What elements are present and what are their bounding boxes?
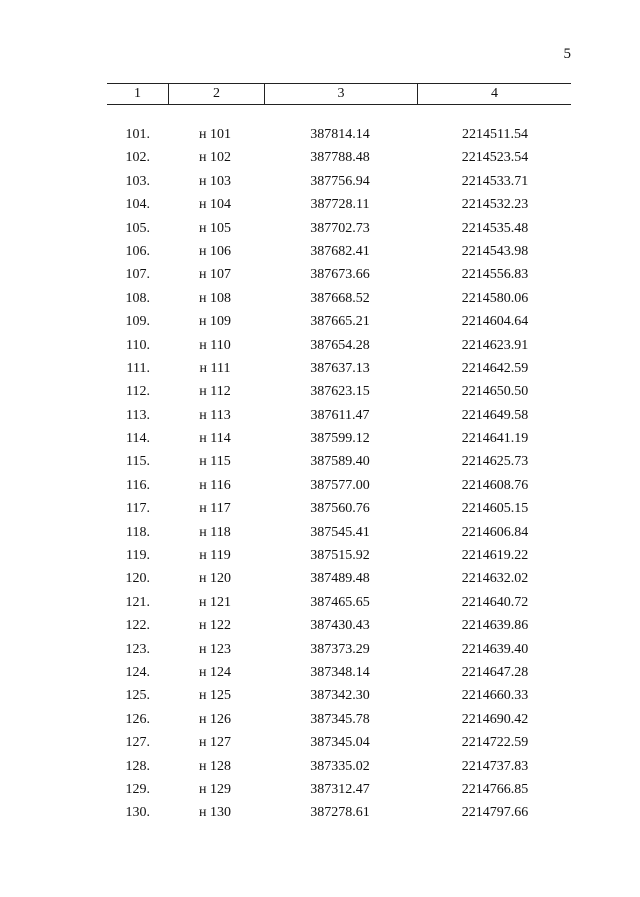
coordinate-y: 2214608.76 [461,477,529,493]
coordinate-y: 2214639.40 [461,641,529,657]
coordinate-x: 387577.00 [310,477,370,493]
table-row [0,334,640,357]
table-row [0,544,640,567]
coordinate-y: 2214605.15 [461,501,529,517]
row-number: 114. [126,431,150,447]
table-row [0,638,640,661]
row-number: 104. [125,197,150,213]
coordinate-y: 2214632.02 [461,571,529,587]
point-name: н 129 [199,781,231,797]
coordinate-x: 387599.12 [310,431,370,447]
coordinate-x: 387589.40 [310,454,370,470]
coordinate-x: 387788.48 [310,150,370,166]
coordinate-y: 2214766.85 [461,781,529,797]
coordinate-x: 387342.30 [310,688,370,704]
point-name: н 120 [199,571,231,587]
header-col-4: 4 [417,84,571,104]
table-row [0,474,640,497]
table-row [0,170,640,193]
table-row [0,755,640,778]
coordinate-y: 2214647.28 [461,664,529,680]
row-number: 102. [125,150,150,166]
table-row [0,708,640,731]
coordinate-y: 2214523.54 [461,150,529,166]
point-name: н 113 [199,407,231,423]
coordinate-x: 387312.47 [310,781,370,797]
table-row [0,684,640,707]
point-name: н 116 [199,477,231,493]
header-col-2: 2 [168,84,264,104]
row-number: 112. [126,384,150,400]
table-header [107,83,571,105]
point-name: н 111 [199,360,231,376]
point-name: н 108 [199,290,231,306]
point-name: н 126 [199,711,231,727]
table-row [0,287,640,310]
table-row [0,661,640,684]
row-number: 119. [126,548,150,564]
table-row [0,591,640,614]
point-name: н 114 [199,431,231,447]
coordinate-y: 2214535.48 [461,220,529,236]
coordinate-x: 387728.11 [310,197,370,213]
coordinate-x: 387682.41 [310,243,370,259]
point-name: н 121 [199,594,231,610]
coordinate-x: 387560.76 [310,501,370,517]
coordinate-x: 387673.66 [310,267,370,283]
row-number: 130. [125,805,150,821]
table-row [0,404,640,427]
point-name: н 128 [199,758,231,774]
coordinate-y: 2214532.23 [461,197,529,213]
coordinate-x: 387654.28 [310,337,370,353]
point-name: н 127 [199,735,231,751]
point-name: н 124 [199,664,231,680]
row-number: 113. [126,407,150,423]
coordinate-y: 2214533.71 [461,173,529,189]
table-row [0,521,640,544]
row-number: 101. [125,127,150,142]
coordinate-y: 2214543.98 [461,243,529,259]
coordinate-x: 387515.92 [310,548,370,564]
table-row [0,217,640,240]
page-number: 5 [563,46,571,62]
coordinate-x: 387623.15 [310,384,370,400]
row-number: 109. [125,314,150,330]
row-number: 124. [125,664,150,680]
coordinate-x: 387545.41 [310,524,370,540]
coordinate-x: 387465.65 [310,594,370,610]
table-row [0,450,640,473]
coordinate-x: 387637.13 [310,360,370,376]
row-number: 122. [125,618,150,634]
point-name: н 119 [199,548,231,564]
row-number: 110. [126,337,150,353]
coordinate-y: 2214722.59 [461,735,529,751]
row-number: 121. [125,594,150,610]
coordinate-y: 2214606.84 [461,524,529,540]
coordinate-x: 387430.43 [310,618,370,634]
point-name: н 118 [199,524,231,540]
point-name: н 115 [199,454,231,470]
point-name: н 110 [199,337,231,353]
row-number: 105. [125,220,150,236]
coordinate-y: 2214690.42 [461,711,529,727]
row-number: 107. [125,267,150,283]
header-col-3: 3 [264,84,417,104]
coordinate-y: 2214737.83 [461,758,529,774]
table-row [0,146,640,169]
coordinate-y: 2214580.06 [461,290,529,306]
coordinate-x: 387373.29 [310,641,370,657]
table-row [0,801,640,824]
row-number: 127. [125,735,150,751]
point-name: н 130 [199,805,231,821]
table-row [0,380,640,403]
row-number: 117. [126,501,150,517]
coordinate-y: 2214641.19 [461,431,529,447]
table-row [0,240,640,263]
row-number: 128. [125,758,150,774]
row-number: 123. [125,641,150,657]
coordinate-x: 387702.73 [310,220,370,236]
coordinate-x: 387665.21 [310,314,370,330]
table-row [0,427,640,450]
point-name: н 122 [199,618,231,634]
coordinate-y: 2214650.50 [461,384,529,400]
coordinate-x: 387278.61 [310,805,370,821]
point-name: н 106 [199,243,231,259]
header-col-1: 1 [134,86,141,101]
point-name: н 109 [199,314,231,330]
point-name: н 123 [199,641,231,657]
coordinate-x: 387345.04 [310,735,370,751]
coordinate-y: 2214619.22 [461,548,529,564]
table-row [0,497,640,520]
coordinate-x: 387348.14 [310,664,370,680]
point-name: н 105 [199,220,231,236]
coordinate-y: 2214625.73 [461,454,529,470]
row-number: 125. [125,688,150,704]
point-name: н 101 [199,127,231,142]
point-name: н 103 [199,173,231,189]
row-number: 111. [126,360,150,376]
point-name: н 117 [199,501,231,517]
row-number: 106. [125,243,150,259]
coordinate-y: 2214640.72 [461,594,529,610]
table-row [0,193,640,216]
coordinate-y: 2214639.86 [461,618,529,634]
coordinate-y: 2214660.33 [461,688,529,704]
point-name: н 112 [199,384,231,400]
row-number: 103. [125,173,150,189]
table-row [0,778,640,801]
row-number: 120. [125,571,150,587]
coordinate-y: 2214642.59 [461,360,529,376]
point-name: н 107 [199,267,231,283]
coordinate-x: 387489.48 [310,571,370,587]
table-body [0,123,640,825]
table-row [0,731,640,754]
point-name: н 125 [199,688,231,704]
coordinate-x: 387814.14 [310,127,370,142]
table-row [0,567,640,590]
row-number: 115. [126,454,150,470]
row-number: 116. [126,477,150,493]
coordinate-x: 387345.78 [310,711,370,727]
coordinate-y: 2214649.58 [461,407,529,423]
coordinate-x: 387335.02 [310,758,370,774]
coordinate-x: 387756.94 [310,173,370,189]
row-number: 126. [125,711,150,727]
table-row [0,357,640,380]
coordinate-y: 2214556.83 [461,267,529,283]
coordinate-y: 2214604.64 [461,314,529,330]
table-row [0,263,640,286]
point-name: н 102 [199,150,231,166]
coordinate-x: 387668.52 [310,290,370,306]
table-row [0,614,640,637]
table-row [0,123,640,146]
point-name: н 104 [199,197,231,213]
coordinate-x: 387611.47 [310,407,370,423]
coordinate-y: 2214797.66 [461,805,529,821]
row-number: 108. [125,290,150,306]
coordinate-y: 2214623.91 [461,337,529,353]
row-number: 129. [125,781,150,797]
coordinate-y: 2214511.54 [462,127,528,142]
table-row [0,310,640,333]
row-number: 118. [126,524,150,540]
